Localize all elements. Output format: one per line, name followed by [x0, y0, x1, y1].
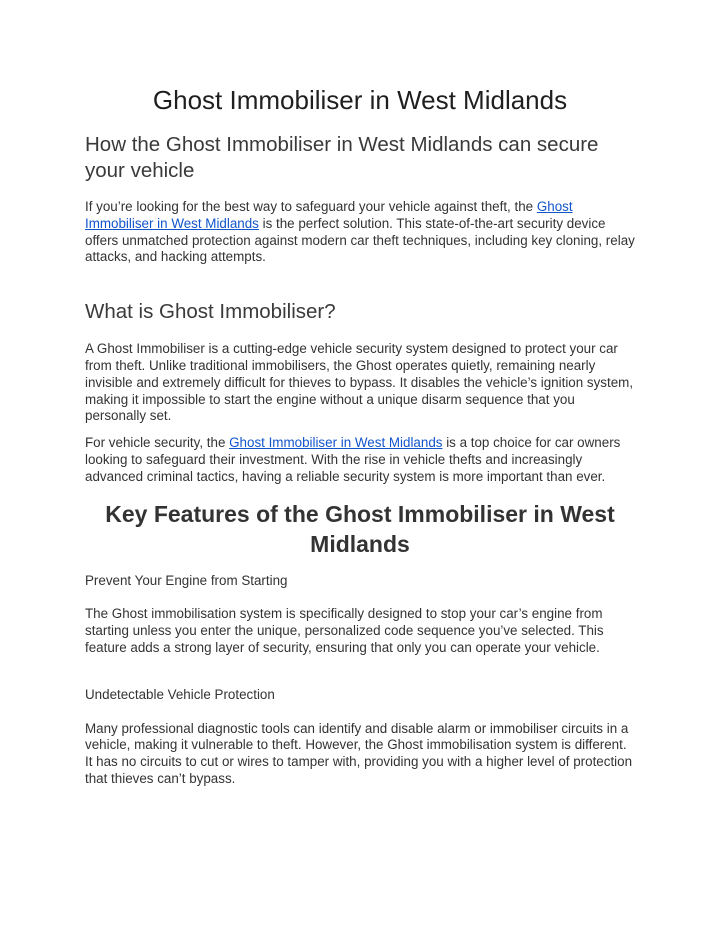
feature-1-heading: Prevent Your Engine from Starting — [85, 572, 288, 588]
what-p2-before: For vehicle security, the — [85, 435, 230, 451]
feature-2-heading: Undetectable Vehicle Protection — [85, 686, 275, 702]
document-content — [85, 80, 635, 788]
what-p2-link[interactable]: Ghost Immobiliser in West Midlands — [229, 435, 443, 451]
subtitle: How the Ghost Immobiliser in West Midlands can secure your vehicle — [85, 133, 599, 182]
features-heading: Key Features of the Ghost Immobiliser in West Midlands — [105, 500, 615, 557]
intro-link[interactable]: Ghost Immobiliser in West Midlands — [85, 199, 573, 231]
what-paragraph-1: A Ghost Immobiliser is a cutting-edge vehicle security system designed to protect your car from theft. Unlike traditional immobilisers, the Ghost operates quietly, remaining nearly invisible and extremely difficult for thieves to bypass. It disables the vehicle’s ignition system, making it impossible to start the engine without a unique disarm sequence that you personally set. — [85, 341, 634, 424]
what-paragraph-2 — [85, 435, 635, 485]
intro-paragraph — [85, 199, 635, 266]
page-title: Ghost Immobiliser in West Midlands — [152, 85, 568, 115]
intro-text-before: If you’re looking for the best way to safeguard your vehicle against theft, the — [85, 199, 537, 214]
what-heading: What is Ghost Immobiliser? — [85, 300, 336, 324]
feature-1-text: The Ghost immobilisation system is specifically designed to stop your car’s engine from starting unless you enter the unique, personalized code sequence you’ve selected. This feature adds a strong layer of security, ensuring that only you can operate your vehicle. — [85, 606, 604, 655]
feature-2-text: Many professional diagnostic tools can identify and disable alarm or immobiliser circuits in a vehicle, making it vulnerable to theft. However, the Ghost immobilisation system is different. It has no circuits to cut or wires to tamper with, providing you with a higher level of protection that thieves can’t bypass. — [85, 720, 633, 786]
intro-text-after: is the perfect solution. This state-of-the-art security device offers unmatched protection against modern car theft techniques, including key cloning, relay attacks, and hacking attempts. — [85, 215, 635, 265]
what-p2-after: is a top choice for car owners looking to safeguard their investment. With the rise in vehicle thefts and increasingly advanced criminal tactics, having a reliable security system is more important than ever. — [85, 435, 621, 484]
